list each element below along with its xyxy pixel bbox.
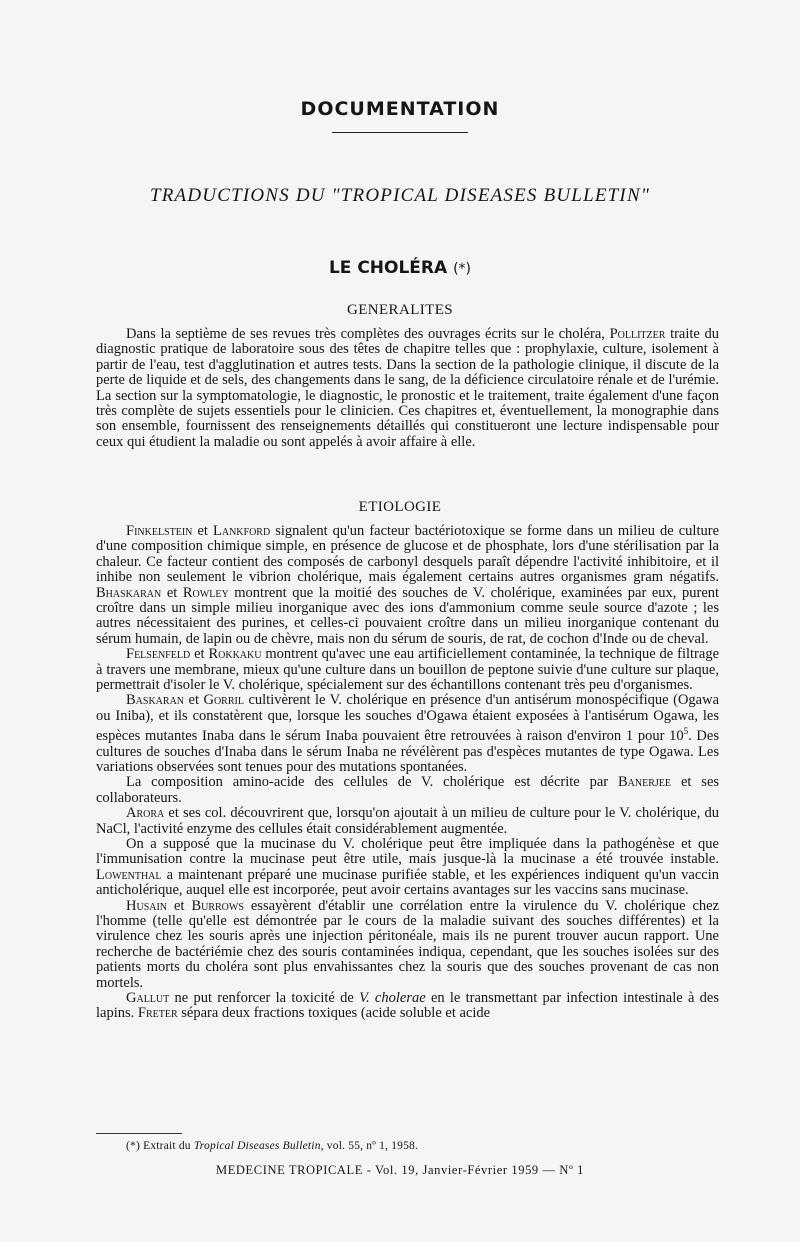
author-name: Gallut <box>126 990 170 1007</box>
page-footer: MEDECINE TROPICALE - Vol. 19, Janvier-Février 1959 — Nº 1 <box>215 1163 584 1177</box>
author-name: Rokkaku <box>208 646 262 663</box>
paragraph: Felsenfeld et Rokkaku montrent qu'avec une eau artificiellement contaminée, la technique de filtrage à travers une membrane, mieux qu'une culture dans un bouillon de peptone suivie d'une culture sur plaque, permettrait d'isoler le V. cholérique, spécialement sur des échantillons contenant très peu d'organismes. <box>96 646 719 694</box>
series-title: TRADUCTIONS DU "TROPICAL DISEASES BULLETIN" <box>149 185 650 206</box>
journal-name: Tropical Diseases Bulletin <box>193 1140 321 1152</box>
author-name: Arora <box>126 805 165 822</box>
section-label: DOCUMENTATION <box>300 98 500 120</box>
title-divider <box>332 132 468 133</box>
author-name: Freter <box>137 1005 178 1022</box>
article-title-text: LE CHOLÉRA <box>328 258 448 278</box>
author-name: Banerjee <box>618 774 672 791</box>
generalites-body <box>96 327 719 450</box>
author-name: Lowenthal <box>96 866 162 883</box>
article-title <box>0 258 800 278</box>
author-name: Burrows <box>191 897 244 914</box>
author-name: Rowley <box>182 584 229 601</box>
paragraph: Finkelstein et Lankford signalent qu'un facteur bactériotoxique se forme dans un milieu de culture d'une composition chimique simple, en présence de glucose et de phosphate, lors d'une stérilisation par la chaleur. Ce facteur contient des composés de carbonyl desquels paraît dépendre l'activité inhibitoire, et il inhibe non seulement le vibrion cholérique, mais également certains autres organismes gram négatifs. Bhaskaran et Rowley montrent que la moitié des souches de V. cholérique, examinées par eux, purent croître dans un simple milieu inorganique avec des ions d'ammonium comme seule source d'azote ; les autres nécessitaient des purines, et celles-ci pouvaient croître dans un milieu inorganique contenant du sérum humain, de lapin ou de chèvre, mais non du sérum de souris, de rat, de cochon d'Inde ou de cheval. <box>96 523 720 647</box>
footnote-marker: (*) <box>453 261 472 277</box>
author-name: Baskaran <box>126 692 185 709</box>
author-name: Finkelstein <box>126 523 193 539</box>
author-name: Husain <box>126 897 168 914</box>
author-name: Pollitzer <box>609 326 666 342</box>
author-name: Bhaskaran <box>96 584 162 601</box>
heading-generalites: GENERALITES <box>346 302 454 318</box>
species-name: V. cholerae <box>359 990 426 1007</box>
author-name: Gorril <box>203 692 244 709</box>
paragraph: Husain et Burrows essayèrent d'établir une corrélation entre la virulence du V. cholérique chez l'homme (telle qu'elle est démontrée par le cours de la maladie suivant des souches différentes) et la virulence chez les souris après une injection péritonéale, mais ils ne purent trouver aucun rapport. Une recherche de bactériémie chez des souris contaminées indiqua, cependant, que les souches isolées sur des patients morts du choléra sont plus envahissantes chez la souris que des souches provenant de cas non mortels. <box>96 897 720 991</box>
etiologie-body <box>96 524 719 1022</box>
paragraph: Baskaran et Gorril cultivèrent le V. cholérique en présence d'un antisérum monospécifique (Ogawa ou Iniba), et ils constatèrent que, lorsque les souches d'Ogawa étaient exposées à l'antisérum Ogawa, les espèces mutantes Inaba dans le sérum Inaba pouvaient être retrouvées à raison d'environ 1 pour $10^5$. Des cultures de souches d'Inaba dans le sérum Inaba ne révélèrent pas d'espèces mutantes de type Ogawa. Les variations observées sont tenues pour des mutations spontanées. <box>96 692 720 775</box>
paragraph: Arora et ses col. découvrirent que, lorsqu'on ajoutait à un milieu de culture pour le V. cholérique, du NaCl, l'activité enzyme des cellules était considérablement augmentée. <box>96 805 719 837</box>
footnote-divider <box>96 1133 182 1134</box>
paragraph: Dans la septième de ses revues très complètes des ouvrages écrits sur le choléra, Pollitzer traite du diagnostic pratique de laboratoire sous des têtes de chapitre telles que : prophylaxie, culture, isolement à partir de l'eau, test d'agglutination et autres tests. Dans la section de la pathologie clinique, il discute de la perte de liquide et de sels, des changements dans le sang, de la déficience circulatoire rénale et de l'urémie. La section sur la symptomatologie, le diagnostic, le pronostic et le traitement, traite également d'une façon très complète de sujets essentiels pour le clinicien. Ces chapitres et, éventuellement, la monographie dans son ensemble, fournissent des renseignements détaillés qui constitueront une lecture indispensable pour ceux qui étudient la maladie ou sont appelés à avoir affaire à elle. <box>96 326 720 450</box>
paragraph: La composition amino-acide des cellules de V. cholérique est décrite par Banerjee et ses collaborateurs. <box>96 774 720 806</box>
author-name: Lankford <box>212 523 271 539</box>
author-name: Felsenfeld <box>126 646 191 663</box>
paragraph: On a supposé que la mucinase du V. cholérique peut être impliquée dans la pathogénèse et que l'immunisation contre la mucinase peut être utile, mais jusque-là la mucinase a été trouvée instable. Lowenthal a maintenant préparé une mucinase purifiée stable, et les expériences indiquent qu'un vaccin anticholérique, auquel elle est incorporée, peut avoir certains avantages sur les vaccins sans mucinase. <box>96 835 719 899</box>
footnote: (*) Extrait du Tropical Diseases Bulletin, vol. 55, nº 1, 1958. <box>126 1140 419 1152</box>
paragraph: Gallut ne put renforcer la toxicité de V. cholerae en le transmettant par infection intestinale à des lapins. Freter sépara deux fractions toxiques (acide soluble et acide <box>96 990 719 1022</box>
heading-etiologie: ETIOLOGIE <box>358 499 442 515</box>
